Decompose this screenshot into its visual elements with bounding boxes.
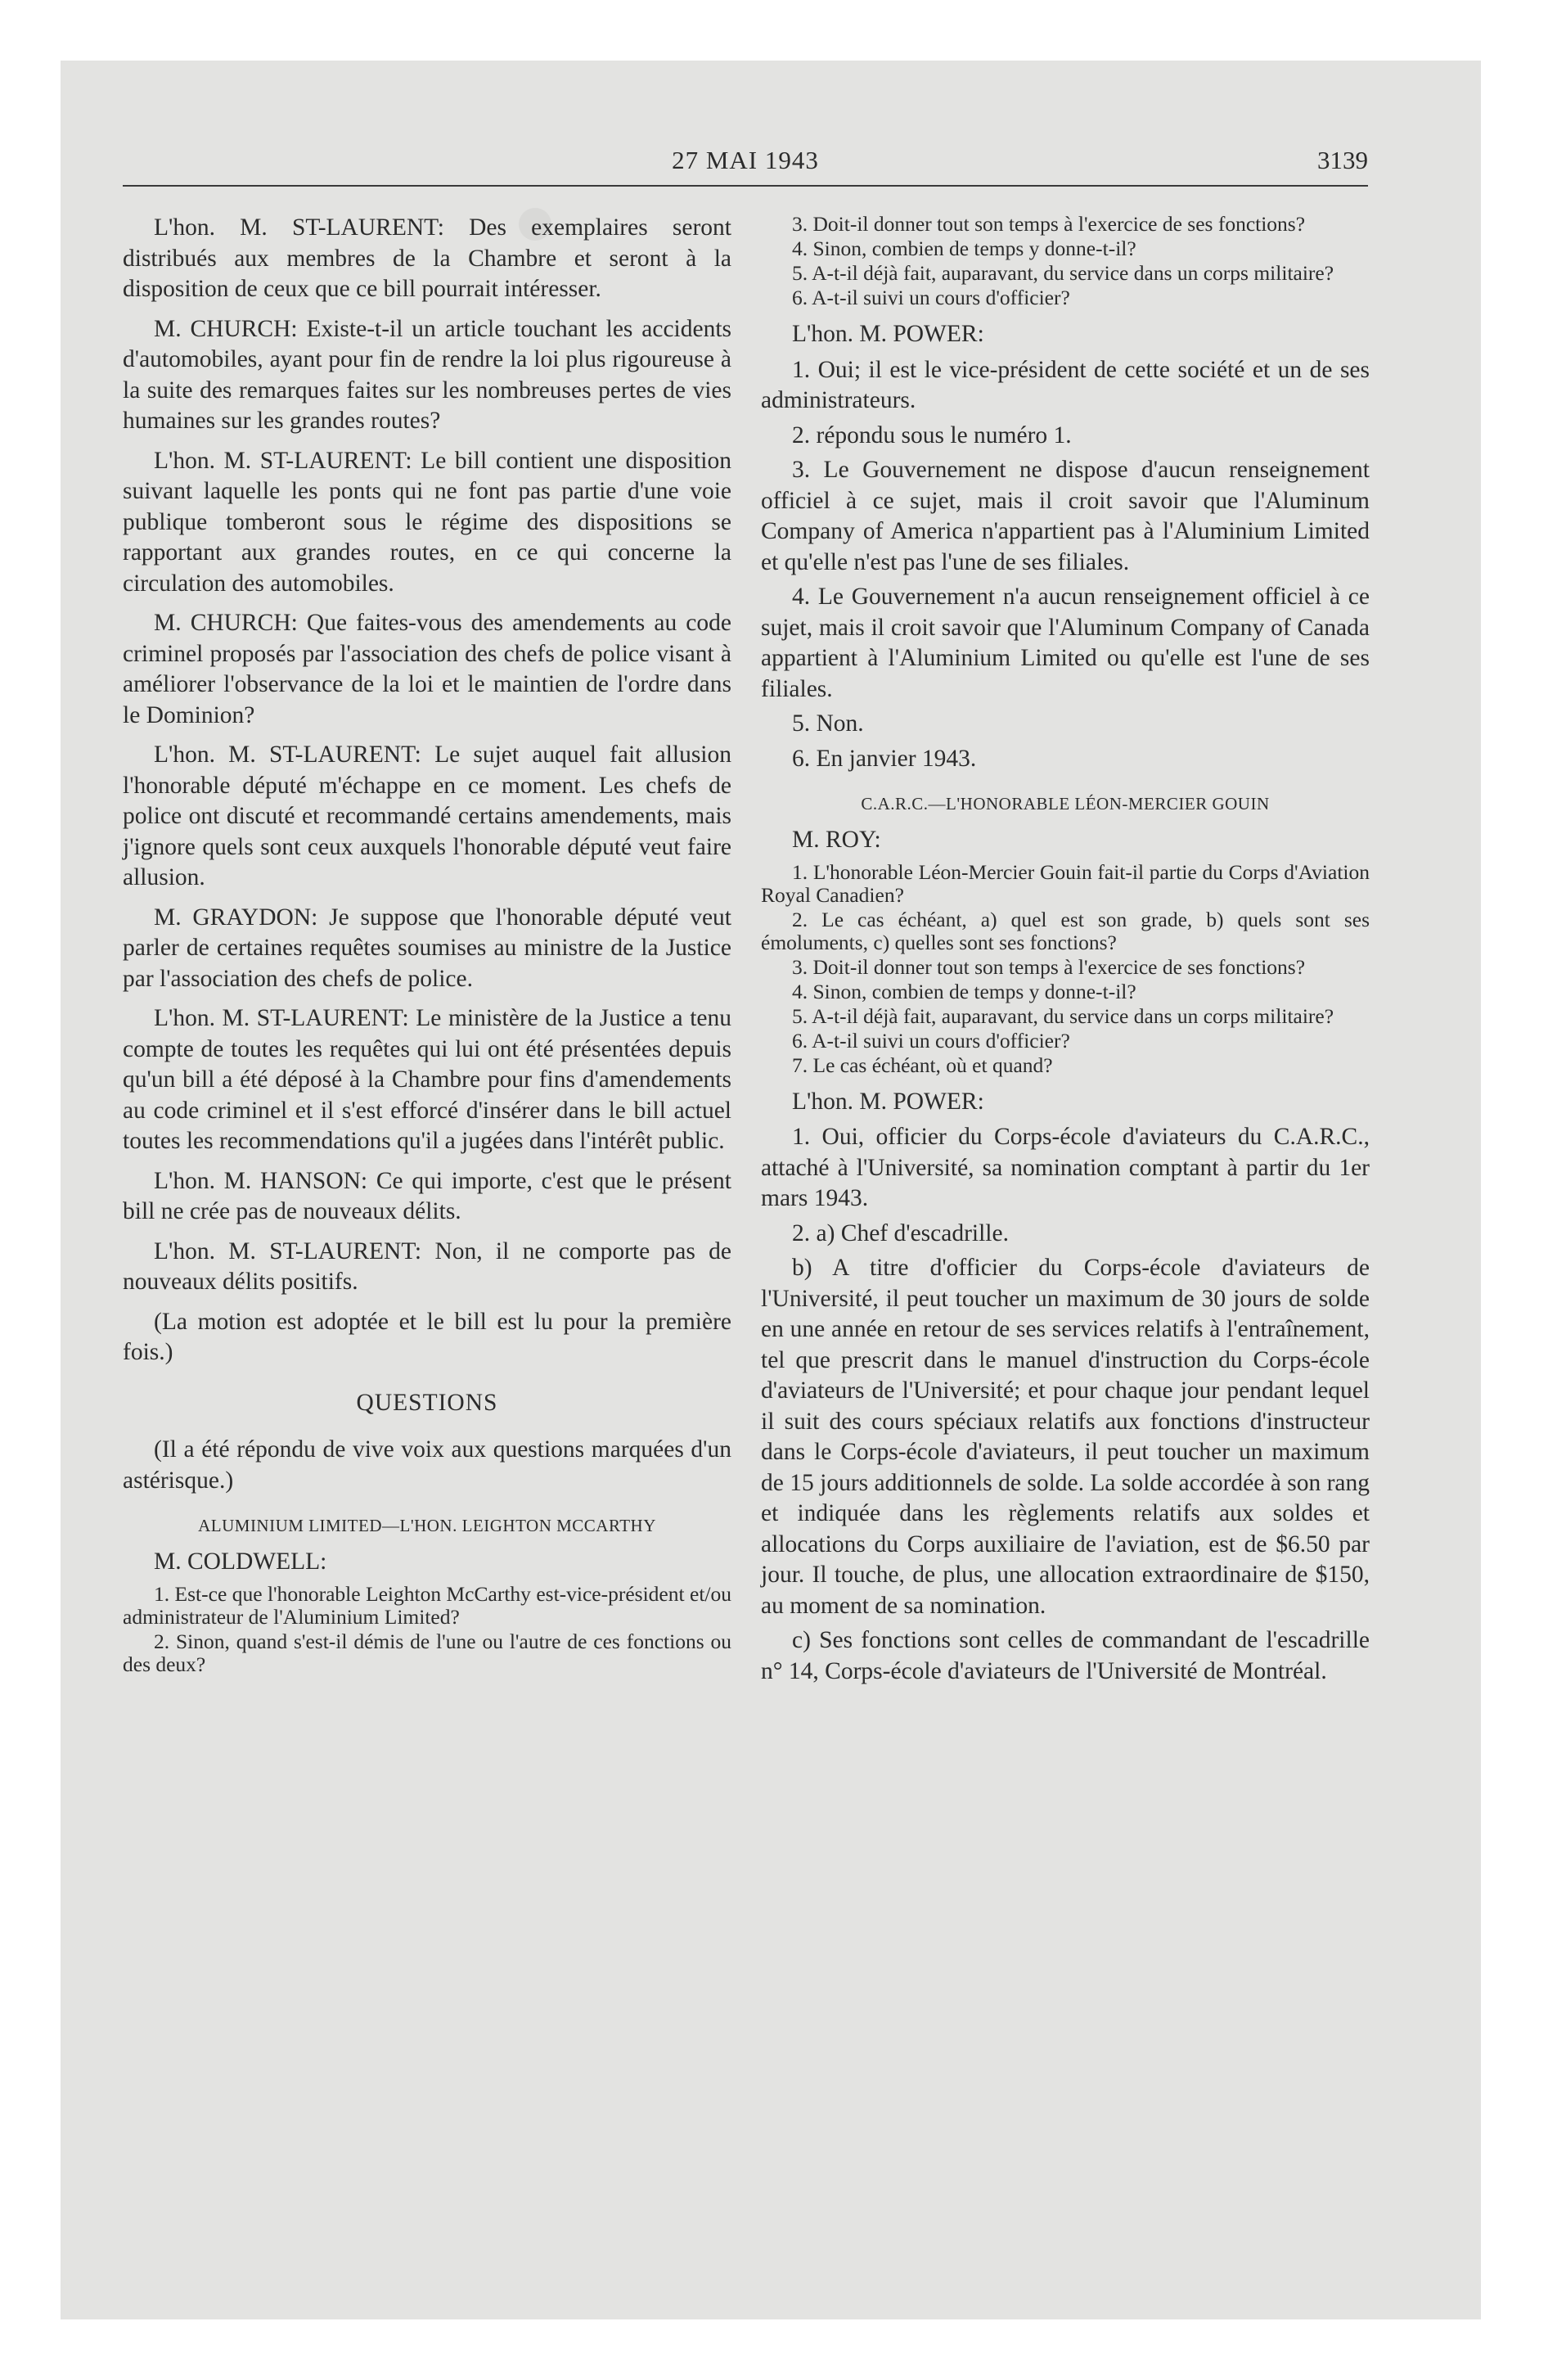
paragraph (123, 314, 731, 437)
question-item: 5. A-t-il déjà fait, auparavant, du service dans un corps militaire? (792, 1003, 1334, 1028)
question-item: 1. L'honorable Léon-Mercier Gouin fait-il partie du Corps d'Aviation Royal Canadien? (761, 859, 1370, 907)
speaker-name: M. CHURCH: (154, 315, 298, 342)
question-item: 5. A-t-il déjà fait, auparavant, du service dans un corps militaire? (792, 261, 1334, 285)
paragraph (123, 1237, 731, 1298)
question-heading: ALUMINIUM LIMITED—L'HON. LEIGHTON MCCARTHY (198, 1516, 656, 1535)
answer-item: 1. Oui, officier du Corps-école d'aviateurs du C.A.R.C., attaché à l'Université, sa nomination comptant à partir du 1er mars 1943. (761, 1124, 1370, 1211)
speech-text: Je suppose que l'honorable député veut parler de certaines requêtes soumises au ministre de la Justice par l'association des chefs de police. (123, 904, 731, 992)
question-item: 2. Le cas échéant, a) quel est son grade, b) quels sont ses émoluments, c) quelles sont ses fonctions? (761, 907, 1370, 954)
running-head (123, 146, 1368, 187)
speaker-name: M. GRAYDON: (154, 904, 318, 931)
paragraph (123, 1166, 731, 1228)
answer-item: 2. a) Chef d'escadrille. (792, 1219, 1009, 1246)
answer-item: 3. Le Gouvernement ne dispose d'aucun renseignement officiel à ce sujet, mais il croit savoir que l'Aluminum Company of America n'appartient pas à l'Aluminium Limited et qu'elle n'est pas l'une de ses filiales. (761, 457, 1370, 575)
speaker-name: L'hon. M. ST-LAURENT: (154, 447, 412, 474)
motion-note: (La motion est adoptée et le bill est lu pour la première fois.) (123, 1308, 731, 1365)
asker-name: M. COLDWELL: (154, 1548, 327, 1575)
speaker-name: L'hon. M. HANSON: (154, 1167, 368, 1194)
question-item: 3. Doit-il donner tout son temps à l'exercice de ses fonctions? (792, 954, 1306, 979)
speaker-name: M. CHURCH: (154, 610, 298, 636)
question-heading: C.A.R.C.—L'HONORABLE LÉON-MERCIER GOUIN (861, 794, 1270, 814)
speech-text: Le sujet auquel fait allusion l'honorable député m'échappe en ce moment. Les chefs de police ont discuté et recommandé certains amendements, mais j'ignore quels sont ceux auxquels l'honorable député veut faire allusion. (123, 741, 732, 890)
page-number: 3139 (1317, 146, 1368, 174)
left-column (123, 213, 731, 1678)
speaker-name: L'hon. M. ST-LAURENT: (154, 1005, 409, 1031)
speech-text: Des exemplaires seront distribués aux membres de la Chambre et seront à la disposition de ceux que ce bill pourrait intéresser. (123, 214, 731, 302)
answerer-name: L'hon. M. POWER: (792, 1088, 984, 1115)
paragraph (123, 446, 731, 600)
questions-note: (Il a été répondu de vive voix aux questions marquées d'un astérisque.) (123, 1436, 731, 1494)
question-item: 4. Sinon, combien de temps y donne-t-il? (792, 979, 1136, 1003)
answer-item: 6. En janvier 1943. (792, 745, 977, 772)
answer-item: 1. Oui; il est le vice-président de cette société et un de ses administrateurs. (761, 356, 1370, 413)
question-item: 1. Est-ce que l'honorable Leighton McCarthy est-vice-président et/ou administrateur de l'Aluminium Limited? (123, 1581, 731, 1629)
paragraph (123, 1003, 731, 1157)
answer-item: 5. Non. (792, 710, 864, 737)
paragraph (123, 740, 731, 894)
speech-text: Existe-t-il un article touchant les accidents d'automobiles, ayant pour fin de rendre la loi plus rigoureuse à la suite des remarques faites sur les nombreuses pertes de vies humaines sur les grandes routes? (123, 315, 731, 434)
paragraph (123, 213, 731, 305)
question-item: 4. Sinon, combien de temps y donne-t-il? (792, 237, 1136, 260)
answer-item: c) Ses fonctions sont celles de commandant de l'escadrille n° 14, Corps-école d'aviateurs de l'Université de Montréal. (761, 1627, 1370, 1684)
answer-item: 2. répondu sous le numéro 1. (792, 421, 1072, 449)
speech-text: Que faites-vous des amendements au code criminel proposés par l'association des chefs de police visant à améliorer l'observance de la loi et le maintien de l'ordre dans le Dominion? (123, 610, 731, 728)
paragraph (123, 608, 731, 731)
question-item: 3. Doit-il donner tout son temps à l'exercice de ses fonctions? (792, 212, 1306, 236)
section-heading: QUESTIONS (356, 1389, 498, 1416)
speaker-name: L'hon. M. ST-LAURENT: (154, 214, 444, 241)
paragraph (123, 903, 731, 995)
answer-item: b) A titre d'officier du Corps-école d'aviateurs de l'Université, il peut toucher un maximum de 30 jours de solde en une année en retour de ses services relatifs à l'entraînement, tel que prescrit dans le manuel d'instruction du Corps-école d'aviateurs de l'Université; et pour chaque jour pendant lequel il suit des cours spéciaux relatifs aux fonctions d'instructeur dans le Corps-école d'aviateurs, il peut toucher un maximum de 15 jours additionnels de solde. La solde accordée à son rang et indiquée dans les règlements relatifs aux soldes et allocations du Corps auxiliaire de l'aviation, est de $6.50 par jour. Il touche, de plus, une allocation extraordinaire de $150, au moment de sa nomination. (761, 1255, 1370, 1619)
answerer-name: L'hon. M. POWER: (792, 321, 984, 347)
speech-text: Le bill contient une disposition suivant laquelle les ponts qui ne font pas partie d'une voie publique tomberont sous le régime des dispositions se rapportant aux grandes routes, en ce qui concerne la circulation des automobiles. (123, 447, 731, 597)
question-item: 6. A-t-il suivi un cours d'officier? (792, 286, 1070, 309)
question-item: 6. A-t-il suivi un cours d'officier? (792, 1028, 1070, 1053)
asker-name: M. ROY: (792, 827, 881, 853)
speech-text: Le ministère de la Justice a tenu compte de toutes les requêtes qui lui ont été présentées depuis qu'un bill a été déposé à la Chambre pour fins d'amendements au code criminel et il s'est efforcé d'insérer dans le bill actuel toutes les recommendations qu'il a jugées dans l'intérêt public. (123, 1005, 731, 1154)
page-date: 27 MAI 1943 (672, 146, 819, 174)
speaker-name: L'hon. M. ST-LAURENT: (154, 1237, 422, 1264)
speaker-name: L'hon. M. ST-LAURENT: (154, 741, 421, 768)
speech-text: Non, il ne comporte pas de nouveaux délits positifs. (123, 1237, 731, 1295)
question-item: 2. Sinon, quand s'est-il démis de l'une ou l'autre de ces fonctions ou des deux? (123, 1629, 731, 1676)
answer-item: 4. Le Gouvernement n'a aucun renseignement officiel à ce sujet, mais il croit savoir que l'Aluminum Company of Canada appartient à l'Aluminium Limited ou qu'elle est l'une de ses filiales. (761, 584, 1370, 702)
right-column (761, 213, 1370, 1691)
speech-text: Ce qui importe, c'est que le présent bill ne crée pas de nouveaux délits. (123, 1167, 731, 1224)
question-item: 7. Le cas échéant, où et quand? (792, 1053, 1053, 1077)
